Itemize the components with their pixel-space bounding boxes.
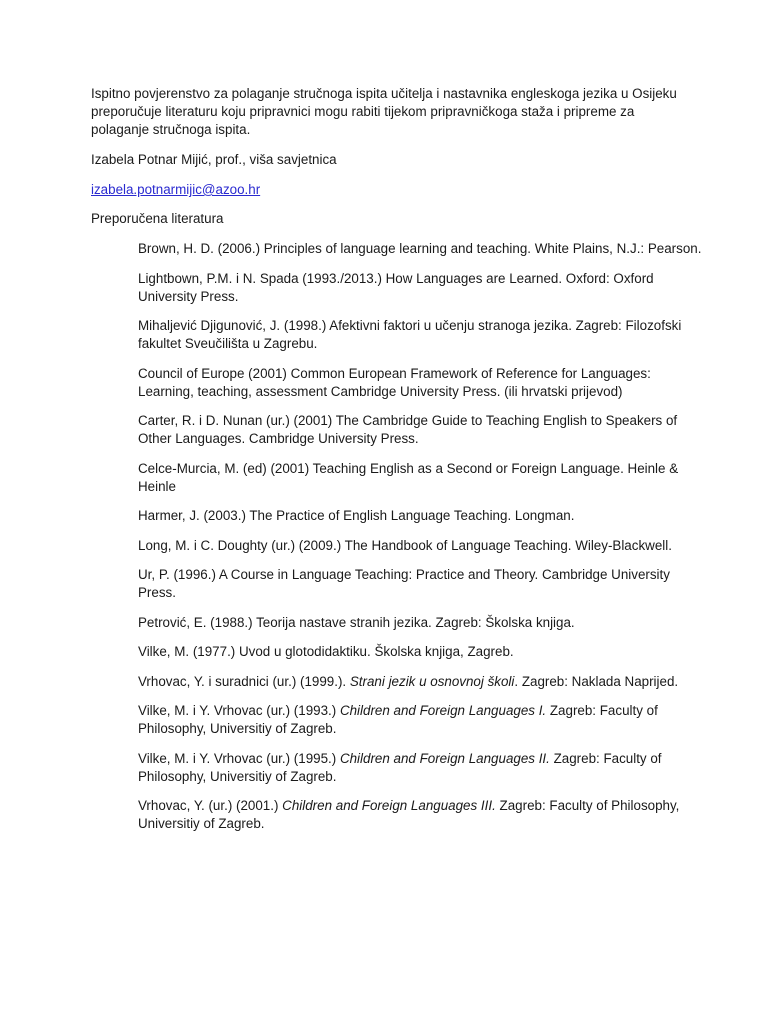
intro-section [91,85,691,228]
reference-title-italic: Children and Foreign Languages III. [282,798,496,813]
reference-text: Petrović, E. (1988.) Teorija nastave stranih jezika. Zagreb: Školska knjiga. [138,614,575,630]
reference-item [138,673,708,691]
reference-text: Vrhovac, Y. i suradnici (ur.) (1999.). [138,673,350,689]
reference-text: Vilke, M. (1977.) Uvod u glotodidaktiku. Školska knjiga, Zagreb. [138,644,514,659]
reference-item [138,702,708,738]
author-line: Izabela Potnar Mijić, prof., viša savjetnica [91,152,337,167]
reference-text: Vrhovac, Y. (ur.) (2001.) [138,798,283,813]
email-line [91,181,691,199]
reference-item [138,240,708,258]
reference-item [138,566,708,602]
reference-text: Long, M. i C. Doughty (ur.) (2009.) The Handbook of Language Teaching. Wiley-Blackwell. [138,537,672,553]
reference-list [138,240,708,845]
reference-title-italic: Children and Foreign Languages II. [339,750,550,766]
reference-item [138,537,708,555]
section-heading: Preporučena literatura [91,211,224,226]
reference-text: Ur, P. (1996.) A Course in Language Teaching: Practice and Theory. Cambridge University Press. [138,567,670,600]
reference-text-tail: Zagreb: Faculty of Philosophy, Universitiy of Zagreb. [138,798,680,831]
reference-text: Vilke, M. i Y. Vrhovac (ur.) (1993.) [138,703,340,718]
intro-paragraph: Ispitno povjerenstvo za polaganje stručnoga ispita učitelja i nastavnika engleskoga jezika u Osijeku preporučuje literaturu koju pripravnici mogu rabiti tijekom pripravničkoga staža i pripreme za polaganje stručnoga ispita. [91,86,677,137]
reference-item [138,365,708,401]
email-link[interactable]: izabela.potnarmijic@azoo.hr [91,182,261,197]
reference-text-tail: . Zagreb: Naklada Naprijed. [514,673,679,689]
reference-title-italic: Children and Foreign Languages I. [339,703,547,718]
reference-text: Carter, R. i D. Nunan (ur.) (2001) The Cambridge Guide to Teaching English to Speakers of Other Languages. Cambridge University Press. [138,413,678,446]
reference-item [138,412,708,448]
reference-item [138,643,708,661]
reference-text: Mihaljević Djigunović, J. (1998.) Afektivni faktori u učenju stranoga jezika. Zagreb: Filozofski fakultet Sveučilišta u Zagrebu. [138,318,682,351]
reference-item [138,614,708,632]
reference-text-tail: Zagreb: Faculty of Philosophy, Universitiy of Zagreb. [138,703,658,736]
reference-text: Council of Europe (2001) Common European Framework of Reference for Languages: Learning, teaching, assessment Cambridge University Press. (ili hrvatski prijevod) [138,365,651,399]
reference-item [138,797,708,833]
reference-text: Vilke, M. i Y. Vrhovac (ur.) (1995.) [138,750,340,766]
reference-title-italic: Strani jezik u osnovnoj školi [349,673,515,689]
reference-text: Celce-Murcia, M. (ed) (2001) Teaching English as a Second or Foreign Language. Heinle & Heinle [138,460,679,494]
reference-text: Lightbown, P.M. i N. Spada (1993./2013.) How Languages are Learned. Oxford: Oxford University Press. [138,270,654,304]
reference-item [138,460,708,496]
reference-item [138,270,708,306]
reference-text: Harmer, J. (2003.) The Practice of English Language Teaching. Longman. [138,508,575,523]
reference-item [138,750,708,786]
reference-text: Brown, H. D. (2006.) Principles of language learning and teaching. White Plains, N.J.: Pearson. [138,241,702,256]
reference-item [138,507,708,525]
reference-text-tail: Zagreb: Faculty of Philosophy, Universitiy of Zagreb. [138,750,662,784]
reference-item [138,317,708,353]
